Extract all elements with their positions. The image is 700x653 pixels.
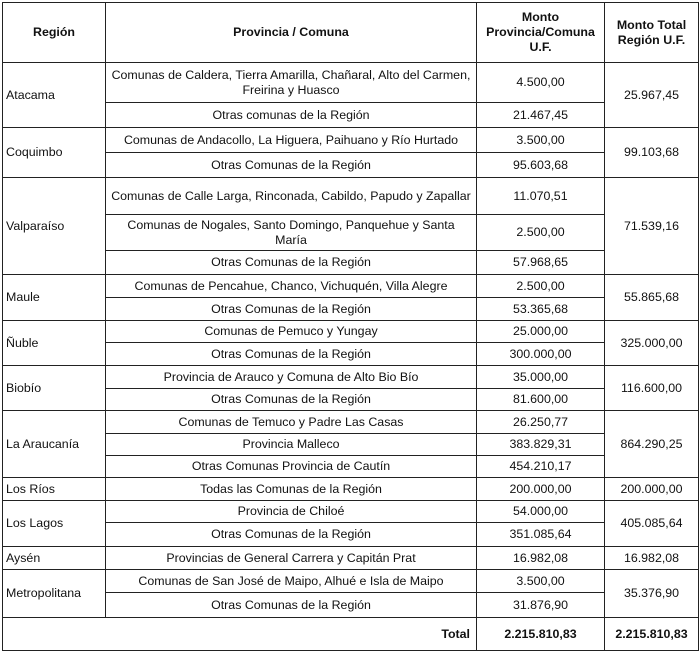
provincia-cell: Otras Comunas de la Región (106, 298, 477, 321)
monto-total-cell: 71.539,16 (605, 178, 699, 275)
provincia-cell: Otras Comunas Provincia de Cautín (106, 456, 477, 478)
allocation-table (2, 2, 699, 651)
total-row (3, 618, 699, 651)
table-row (3, 366, 699, 389)
table-row (3, 389, 699, 411)
monto-provincia-cell: 454.210,17 (477, 456, 605, 478)
provincia-cell: Comunas de Andacollo, La Higuera, Paihuano y Río Hurtado (106, 128, 477, 153)
monto-provincia-cell: 3.500,00 (477, 128, 605, 153)
table-row (3, 523, 699, 547)
table-row (3, 251, 699, 275)
monto-provincia-cell: 95.603,68 (477, 153, 605, 178)
table-row (3, 298, 699, 321)
provincia-cell: Otras comunas de la Región (106, 103, 477, 128)
region-name: Ñuble (3, 321, 106, 366)
header-provincia: Provincia / Comuna (106, 3, 477, 63)
monto-total-cell: 864.290,25 (605, 411, 699, 478)
monto-total-cell: 405.085,64 (605, 501, 699, 547)
table-row (3, 501, 699, 523)
monto-provincia-cell: 2.500,00 (477, 215, 605, 251)
provincia-cell: Provincia de Chiloé (106, 501, 477, 523)
provincia-cell: Todas las Comunas de la Región (106, 478, 477, 501)
monto-provincia-cell: 31.876,90 (477, 593, 605, 618)
region-name: Los Lagos (3, 501, 106, 547)
monto-provincia-cell: 25.000,00 (477, 321, 605, 343)
table-row (3, 128, 699, 153)
monto-provincia-cell: 351.085,64 (477, 523, 605, 547)
header-row (3, 3, 699, 63)
monto-total-cell: 200.000,00 (605, 478, 699, 501)
table-row (3, 275, 699, 298)
monto-provincia-cell: 21.467,45 (477, 103, 605, 128)
header-monto-provincia: Monto Provincia/Comuna U.F. (477, 3, 605, 63)
provincia-cell: Provincia de Arauco y Comuna de Alto Bio Bío (106, 366, 477, 389)
monto-total-cell: 55.865,68 (605, 275, 699, 321)
region-name: Aysén (3, 547, 106, 570)
table-row (3, 547, 699, 570)
region-name: Coquimbo (3, 128, 106, 178)
monto-provincia-cell: 300.000,00 (477, 343, 605, 366)
table-row (3, 456, 699, 478)
monto-provincia-cell: 57.968,65 (477, 251, 605, 275)
table-row (3, 215, 699, 251)
provincia-cell: Comunas de Calle Larga, Rinconada, Cabildo, Papudo y Zapallar (106, 178, 477, 215)
provincia-cell: Comunas de Caldera, Tierra Amarilla, Chañaral, Alto del Carmen, Freirina y Huasco (106, 63, 477, 103)
monto-provincia-cell: 200.000,00 (477, 478, 605, 501)
provincia-cell: Comunas de Temuco y Padre Las Casas (106, 411, 477, 434)
table-row (3, 411, 699, 434)
provincia-cell: Comunas de Nogales, Santo Domingo, Panquehue y Santa María (106, 215, 477, 251)
region-name: Valparaíso (3, 178, 106, 275)
table-row (3, 570, 699, 593)
provincia-cell: Comunas de Pemuco y Yungay (106, 321, 477, 343)
monto-provincia-cell: 3.500,00 (477, 570, 605, 593)
table-row (3, 478, 699, 501)
provincia-cell: Otras Comunas de la Región (106, 153, 477, 178)
table-row (3, 343, 699, 366)
monto-total-cell: 116.600,00 (605, 366, 699, 411)
monto-provincia-cell: 26.250,77 (477, 411, 605, 434)
provincia-cell: Comunas de San José de Maipo, Alhué e Isla de Maipo (106, 570, 477, 593)
monto-provincia-cell: 16.982,08 (477, 547, 605, 570)
monto-total-cell: 16.982,08 (605, 547, 699, 570)
table-row (3, 178, 699, 215)
monto-provincia-cell: 2.500,00 (477, 275, 605, 298)
monto-provincia-cell: 383.829,31 (477, 434, 605, 456)
provincia-cell: Otras Comunas de la Región (106, 251, 477, 275)
monto-provincia-cell: 53.365,68 (477, 298, 605, 321)
region-name: Biobío (3, 366, 106, 411)
provincia-cell: Provincias de General Carrera y Capitán Prat (106, 547, 477, 570)
provincia-cell: Otras Comunas de la Región (106, 593, 477, 618)
table-row (3, 63, 699, 103)
provincia-cell: Comunas de Pencahue, Chanco, Vichuquén, Villa Alegre (106, 275, 477, 298)
monto-provincia-cell: 81.600,00 (477, 389, 605, 411)
total-blank (3, 618, 106, 651)
header-region: Región (3, 3, 106, 63)
monto-total-cell: 99.103,68 (605, 128, 699, 178)
provincia-cell: Provincia Malleco (106, 434, 477, 456)
total-monto-provincia: 2.215.810,83 (477, 618, 605, 651)
table-row (3, 434, 699, 456)
provincia-cell: Otras Comunas de la Región (106, 389, 477, 411)
region-name: Los Ríos (3, 478, 106, 501)
monto-provincia-cell: 4.500,00 (477, 63, 605, 103)
monto-total-cell: 25.967,45 (605, 63, 699, 128)
provincia-cell: Otras Comunas de la Región (106, 523, 477, 547)
provincia-cell: Otras Comunas de la Región (106, 343, 477, 366)
table-row (3, 321, 699, 343)
total-label: Total (106, 618, 477, 651)
table-row (3, 153, 699, 178)
region-name: Atacama (3, 63, 106, 128)
total-monto-total: 2.215.810,83 (605, 618, 699, 651)
monto-provincia-cell: 54.000,00 (477, 501, 605, 523)
table-row (3, 593, 699, 618)
region-name: Metropolitana (3, 570, 106, 618)
monto-total-cell: 35.376,90 (605, 570, 699, 618)
table-row (3, 103, 699, 128)
monto-provincia-cell: 35.000,00 (477, 366, 605, 389)
region-name: La Araucanía (3, 411, 106, 478)
monto-provincia-cell: 11.070,51 (477, 178, 605, 215)
monto-total-cell: 325.000,00 (605, 321, 699, 366)
header-monto-total: Monto Total Región U.F. (605, 3, 699, 63)
region-name: Maule (3, 275, 106, 321)
